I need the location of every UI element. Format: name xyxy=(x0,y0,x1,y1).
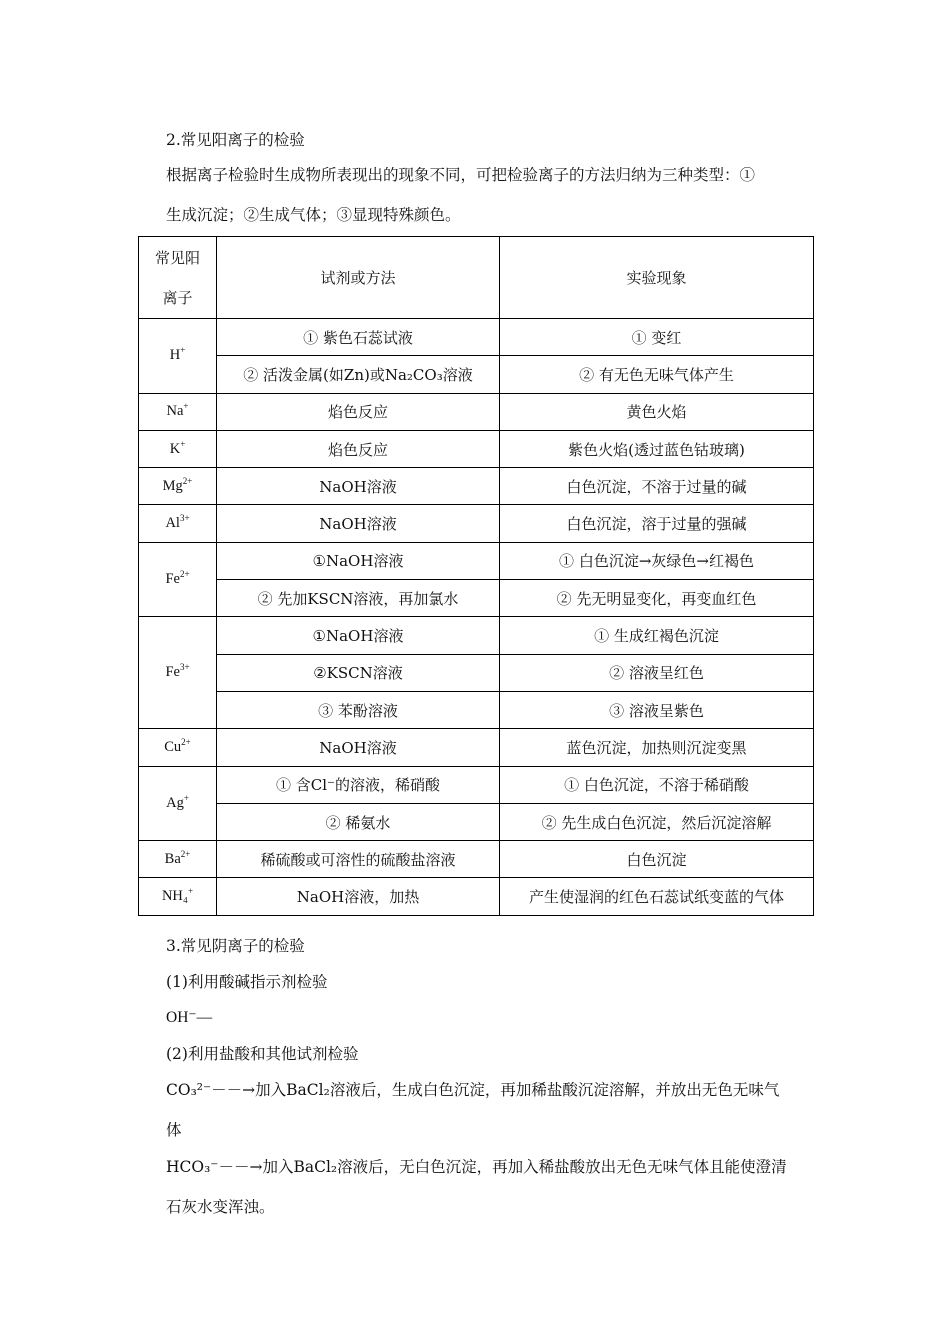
reagent-cell: 稀硫酸或可溶性的硫酸盐溶液 xyxy=(217,841,500,878)
header-cation: 常见阳离子 xyxy=(139,237,217,319)
reagent-cell: NaOH溶液 xyxy=(217,505,500,542)
section2-title: 2.常见阳离子的检验 xyxy=(166,131,305,149)
phenomenon-cell: 蓝色沉淀，加热则沉淀变黑 xyxy=(500,729,814,766)
reagent-cell: ① 含Cl⁻的溶液，稀硝酸 xyxy=(217,766,500,803)
ion-cell: K+ xyxy=(139,430,217,467)
phenomenon-cell: ③ 溶液呈紫色 xyxy=(500,691,814,728)
phenomenon-cell: ② 溶液呈红色 xyxy=(500,654,814,691)
reagent-cell: NaOH溶液 xyxy=(217,729,500,766)
ion-cell: $Al^{3+}$ xyxy=(139,505,217,542)
reagent-cell: ② 先加KSCN溶液，再加氯水 xyxy=(217,580,500,617)
ion-cell: $Fe^{3+}$ xyxy=(139,617,217,729)
table-row xyxy=(139,580,814,617)
ion-cell: H+ xyxy=(139,319,217,394)
ion-cell: $Mg^{2+}$ xyxy=(139,468,217,505)
table-row xyxy=(139,468,814,505)
table-row xyxy=(139,803,814,840)
phenomenon-cell: ② 先无明显变化，再变血红色 xyxy=(500,580,814,617)
table-row xyxy=(139,356,814,393)
table-row xyxy=(139,729,814,766)
section2-intro-line1: 根据离子检验时生成物所表现出的现象不同，可把检验离子的方法归纳为三种类型：① xyxy=(166,166,756,184)
oh-line: OH⁻— xyxy=(166,1009,213,1026)
phenomenon-cell: ① 白色沉淀→灰绿色→红褐色 xyxy=(500,542,814,579)
ion-cell: Ag+ xyxy=(139,766,217,841)
section2-intro-line2: 生成沉淀；②生成气体；③显现特殊颜色。 xyxy=(166,206,461,224)
table-row xyxy=(139,393,814,430)
table-row xyxy=(139,617,814,654)
reagent-cell: ①NaOH溶液 xyxy=(217,617,500,654)
table-row xyxy=(139,654,814,691)
table-header-row xyxy=(139,237,814,319)
table-row xyxy=(139,430,814,467)
reagent-cell: 焰色反应 xyxy=(217,430,500,467)
ion-cell: $Ba^{2+}$ xyxy=(139,841,217,878)
table-row xyxy=(139,505,814,542)
phenomenon-cell: 紫色火焰(透过蓝色钴玻璃) xyxy=(500,430,814,467)
phenomenon-cell: 产生使湿润的红色石蕊试纸变蓝的气体 xyxy=(500,878,814,915)
section3-sub2: (2)利用盐酸和其他试剂检验 xyxy=(166,1045,359,1063)
cation-test-table xyxy=(138,236,814,916)
phenomenon-cell: ② 有无色无味气体产生 xyxy=(500,356,814,393)
phenomenon-cell: 白色沉淀，溶于过量的强碱 xyxy=(500,505,814,542)
phenomenon-cell: ① 生成红褐色沉淀 xyxy=(500,617,814,654)
header-phenomenon: 实验现象 xyxy=(500,237,814,319)
hco3-line2: 石灰水变浑浊。 xyxy=(166,1198,275,1216)
reagent-cell: ①NaOH溶液 xyxy=(217,542,500,579)
co3-line2: 体 xyxy=(166,1121,182,1139)
reagent-cell: ② 稀氨水 xyxy=(217,803,500,840)
header-reagent: 试剂或方法 xyxy=(217,237,500,319)
table-row xyxy=(139,319,814,356)
reagent-cell: ② 活泼金属(如Zn)或Na₂CO₃溶液 xyxy=(217,356,500,393)
reagent-cell: 焰色反应 xyxy=(217,393,500,430)
reagent-cell: NaOH溶液，加热 xyxy=(217,878,500,915)
table-row xyxy=(139,542,814,579)
ion-cell: $Cu^{2+}$ xyxy=(139,729,217,766)
phenomenon-cell: ② 先生成白色沉淀，然后沉淀溶解 xyxy=(500,803,814,840)
ion-cell: Na+ xyxy=(139,393,217,430)
phenomenon-cell: ① 白色沉淀，不溶于稀硝酸 xyxy=(500,766,814,803)
reagent-cell: ③ 苯酚溶液 xyxy=(217,691,500,728)
phenomenon-cell: 黄色火焰 xyxy=(500,393,814,430)
ion-cell: $Fe^{2+}$ xyxy=(139,542,217,617)
co3-line1: CO₃²⁻－－→加入BaCl₂溶液后，生成白色沉淀，再加稀盐酸沉淀溶解，并放出无色无味气 xyxy=(166,1081,780,1099)
ion-cell: NH₄+ xyxy=(139,878,217,915)
phenomenon-cell: 白色沉淀 xyxy=(500,841,814,878)
table-row xyxy=(139,841,814,878)
table-row xyxy=(139,766,814,803)
reagent-cell: ②KSCN溶液 xyxy=(217,654,500,691)
table-row xyxy=(139,878,814,915)
phenomenon-cell: ① 变红 xyxy=(500,319,814,356)
hco3-line1: HCO₃⁻－－→加入BaCl₂溶液后，无白色沉淀，再加入稀盐酸放出无色无味气体且能使澄清 xyxy=(166,1158,787,1176)
phenomenon-cell: 白色沉淀，不溶于过量的碱 xyxy=(500,468,814,505)
table-row xyxy=(139,691,814,728)
section3-title: 3.常见阴离子的检验 xyxy=(166,937,305,955)
reagent-cell: ① 紫色石蕊试液 xyxy=(217,319,500,356)
reagent-cell: NaOH溶液 xyxy=(217,468,500,505)
section3-sub1: (1)利用酸碱指示剂检验 xyxy=(166,973,328,991)
